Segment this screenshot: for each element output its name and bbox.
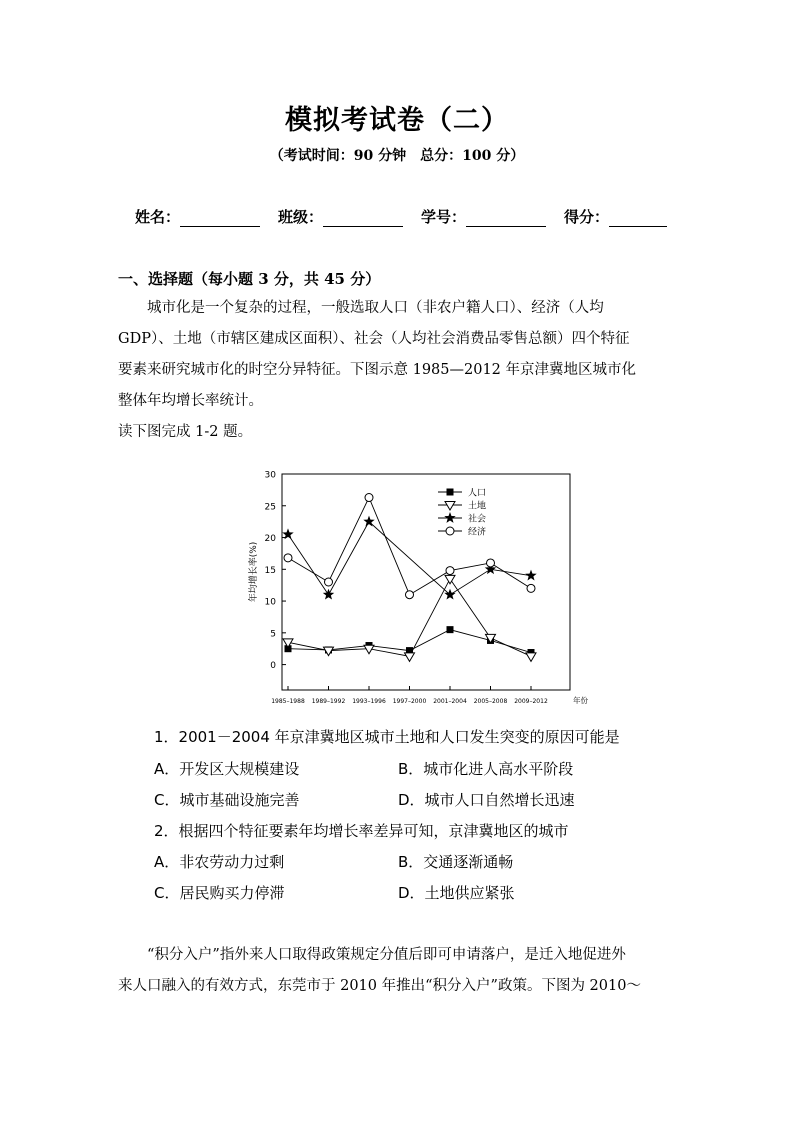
section2-line: “积分入户”指外来人口取得政策规定分值后即可申请落户，是迁入地促进外 (147, 947, 626, 963)
question-1-option-d[interactable]: D．城市人口自然增长迅速 (398, 791, 575, 809)
section2-line: 来人口融入的有效方式，东莞市于 2010 年推出“积分入户”政策。下图为 2010～ (118, 978, 641, 994)
class-label: 班级： (278, 208, 324, 226)
question-2-option-b[interactable]: B．交通逐渐通畅 (398, 853, 514, 871)
student-id-blank[interactable] (466, 210, 546, 227)
student-id-field (421, 206, 564, 227)
question-1-option-b[interactable]: B．城市化进人高水平阶段 (398, 760, 574, 778)
y-tick-label: 5 (270, 629, 276, 640)
student-id-label: 学号： (421, 208, 467, 226)
name-blank[interactable] (180, 210, 260, 227)
x-tick-label: 1989–1992 (311, 698, 346, 705)
data-point-star (525, 570, 536, 581)
name-label: 姓名： (135, 208, 181, 226)
data-point-circle (446, 567, 454, 575)
data-point-circle (325, 578, 333, 586)
intro-paragraph (118, 293, 680, 448)
question-1-stem: 1．2001－2004 年京津冀地区城市土地和人口发生突变的原因可能是 (154, 728, 620, 746)
data-point-square (447, 626, 454, 633)
section-heading: 一、选择题（每小题 3 分，共 45 分） (118, 270, 381, 288)
legend-marker-square (447, 489, 454, 496)
question-2-option-d[interactable]: D．土地供应紧张 (398, 884, 515, 902)
data-point-circle (487, 559, 495, 567)
legend-marker-star (444, 512, 455, 523)
data-point-circle (406, 591, 414, 599)
intro-line: GDP）、土地（市辖区建成区面积）、社会（人均社会消费品零售总额）四个特征 (118, 331, 630, 347)
data-point-star (323, 589, 334, 600)
question-2-option-a[interactable]: A．非农劳动力过剩 (154, 853, 285, 871)
x-axis-label: 年份 (573, 696, 588, 705)
legend-label: 社会 (468, 514, 487, 525)
y-tick-label: 20 (264, 534, 276, 545)
instruction-line: 读下图完成 1-2 题。 (118, 424, 253, 440)
data-point-triangle-down (445, 575, 455, 584)
legend-label: 土地 (468, 501, 487, 512)
class-blank[interactable] (323, 210, 403, 227)
question-2-stem: 2．根据四个特征要素年均增长率差异可知，京津冀地区的城市 (154, 822, 569, 840)
x-tick-label: 1985–1988 (271, 698, 305, 705)
y-tick-label: 15 (264, 565, 276, 576)
question-1-option-c[interactable]: C．城市基础设施完善 (154, 791, 300, 809)
name-field (135, 206, 278, 227)
legend-label: 经济 (468, 527, 487, 538)
y-tick-label: 25 (264, 502, 276, 513)
data-point-circle (284, 554, 292, 562)
chart-svg (240, 462, 610, 712)
exam-subtitle: （考试时间：90 分钟 总分：100 分） (269, 148, 525, 164)
score-blank[interactable] (609, 210, 667, 227)
page-title: 模拟考试卷（二） (285, 105, 509, 136)
question-1-option-a[interactable]: A．开发区大规模建设 (154, 760, 300, 778)
data-point-circle (365, 494, 373, 502)
section2-paragraph (118, 940, 680, 1002)
intro-line: 城市化是一个复杂的过程，一般选取人口（非农户籍人口）、经济（人均 (147, 300, 604, 316)
legend-marker-triangle-down (445, 502, 455, 511)
data-point-circle (527, 584, 535, 592)
x-tick-label: 2001–2004 (433, 698, 467, 705)
x-tick-label: 2005–2008 (473, 698, 508, 705)
intro-line: 要素来研究城市化的时空分异特征。下图示意 1985—2012 年京津冀地区城市化 (118, 362, 637, 378)
y-tick-label: 0 (270, 661, 276, 672)
score-field (564, 206, 667, 227)
x-tick-label: 1993–1996 (352, 698, 386, 705)
y-axis-label: 年均增长率(%) (249, 541, 259, 603)
score-label: 得分： (564, 208, 610, 226)
y-tick-label: 10 (264, 597, 276, 608)
data-point-star (444, 589, 455, 600)
growth-rate-chart (240, 462, 610, 712)
x-tick-label: 1997–2000 (392, 698, 427, 705)
class-field (278, 206, 421, 227)
legend-marker-circle (446, 527, 454, 535)
student-info-row (135, 206, 667, 227)
question-2-option-c[interactable]: C．居民购买力停滞 (154, 884, 285, 902)
x-tick-label: 2009–2012 (514, 698, 548, 705)
y-tick-label: 30 (264, 470, 276, 481)
intro-line: 整体年均增长率统计。 (118, 393, 263, 409)
data-point-triangle-down (526, 653, 536, 662)
data-point-triangle-down (405, 653, 415, 662)
legend-label: 人口 (468, 488, 487, 499)
